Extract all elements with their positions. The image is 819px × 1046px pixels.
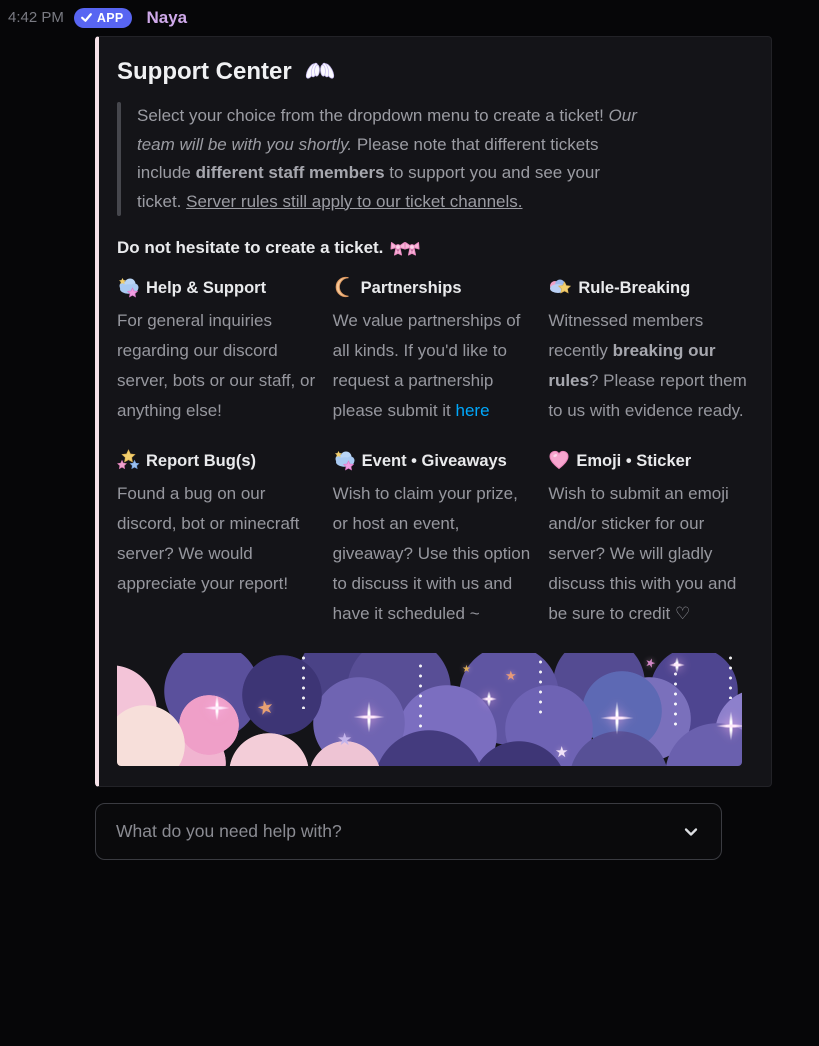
field-name-text: Partnerships xyxy=(360,279,462,297)
field-body: Wish to submit an emoji and/or sticker for our server? We will gladly discuss this with you and be sure to credit ♡ xyxy=(548,484,737,623)
field-name xyxy=(333,274,536,303)
field-name-text: Event • Giveaways xyxy=(361,452,507,470)
blockquote-text xyxy=(137,102,642,216)
rainbow-star-emoji xyxy=(548,276,572,298)
embed-callout xyxy=(117,238,751,258)
quote-segment-italic: Our team will be with you shortly. xyxy=(137,106,637,154)
callout-text: Do not hesitate to create a ticket. xyxy=(117,238,384,257)
field-name-text: Rule-Breaking xyxy=(578,279,691,297)
field-name-text: Report Bug(s) xyxy=(146,452,256,470)
support-center-embed xyxy=(95,36,772,787)
field-body-text: We value partnerships of all kinds. If you'd like to request a partnership please submit it xyxy=(332,311,521,420)
app-badge xyxy=(74,8,133,28)
ticket-select-menu[interactable] xyxy=(95,803,722,860)
star-decoration: ★ xyxy=(337,730,353,749)
message-header xyxy=(0,0,819,32)
quote-segment-underline: Server rules still apply to our ticket channels. xyxy=(186,191,523,211)
embed-description-blockquote xyxy=(117,102,751,216)
field-body-bold: breaking our rules xyxy=(548,341,716,390)
field-body: Wish to claim your prize, or host an event, giveaway? Use this option to discuss it with us and have it scheduled ~ xyxy=(332,484,531,623)
star-decoration: ★ xyxy=(555,744,569,761)
star-cluster-emoji xyxy=(117,449,140,471)
chevron-down-icon xyxy=(681,822,701,842)
quote-segment: to support you and see your ticket. xyxy=(137,163,601,211)
pink-heart-emoji xyxy=(548,449,570,471)
star-decoration: ★ xyxy=(462,664,471,675)
message-timestamp: 4:42 PM xyxy=(8,9,64,26)
star-decoration: ★ xyxy=(505,668,517,683)
field-emoji-sticker xyxy=(548,447,751,629)
checkmark-icon xyxy=(80,11,93,24)
field-name xyxy=(548,447,751,476)
sparkle-decoration xyxy=(487,691,491,707)
field-partnerships xyxy=(333,274,536,426)
select-placeholder: What do you need help with? xyxy=(116,821,342,841)
field-body xyxy=(333,306,536,426)
field-body-text: ? Please report them to us with evidence ready. xyxy=(548,371,747,420)
embed-fields-grid xyxy=(117,274,751,629)
crescent-moon-emoji xyxy=(333,276,355,298)
cloud-star-emoji xyxy=(117,276,140,298)
sparkle-decoration xyxy=(615,701,619,735)
star-decoration: ★ xyxy=(643,654,658,672)
field-name xyxy=(117,274,320,303)
dot-string-decoration xyxy=(729,653,732,699)
field-name-text: Help & Support xyxy=(146,279,267,297)
embed-title-text: Support Center xyxy=(117,58,292,85)
sparkle-decoration xyxy=(729,711,733,741)
pink-bows-emoji xyxy=(390,238,420,258)
field-body: For general inquiries regarding our discord server, bots or our staff, or anything else! xyxy=(117,311,316,420)
field-rule-breaking xyxy=(548,274,751,426)
sparkle-decoration xyxy=(367,701,371,733)
field-help-support xyxy=(117,274,320,426)
field-name xyxy=(548,274,751,303)
field-name xyxy=(117,447,320,476)
pastel-clouds-sparkles-banner xyxy=(117,653,742,766)
app-badge-label: APP xyxy=(96,10,124,25)
dot-string-decoration xyxy=(539,657,542,715)
angel-wings-emoji xyxy=(302,60,338,84)
field-name xyxy=(333,447,536,476)
partnership-here-link[interactable]: here xyxy=(455,401,490,420)
blockquote-bar xyxy=(117,102,121,216)
sparkle-decoration xyxy=(675,657,679,673)
field-name-text: Emoji • Sticker xyxy=(576,452,692,470)
bot-username[interactable]: Naya xyxy=(146,7,188,27)
cloud-star-emoji xyxy=(333,449,356,471)
quote-segment-bold: different staff members xyxy=(195,163,385,182)
star-decoration: ★ xyxy=(255,696,277,721)
dot-string-decoration xyxy=(419,661,422,731)
field-body xyxy=(548,306,751,426)
sparkle-decoration xyxy=(215,695,219,721)
quote-segment: Select your choice from the dropdown menu to create a ticket! xyxy=(137,106,609,125)
quote-segment: Please note that different tickets include xyxy=(137,134,599,182)
dot-string-decoration xyxy=(302,653,305,709)
field-body-text: Witnessed members recently xyxy=(548,311,704,360)
embed-title xyxy=(117,58,751,86)
field-report-bugs xyxy=(117,447,320,629)
field-event-giveaways xyxy=(333,447,536,629)
field-body: Found a bug on our discord, bot or minecraft server? We would appreciate your report! xyxy=(117,484,300,593)
